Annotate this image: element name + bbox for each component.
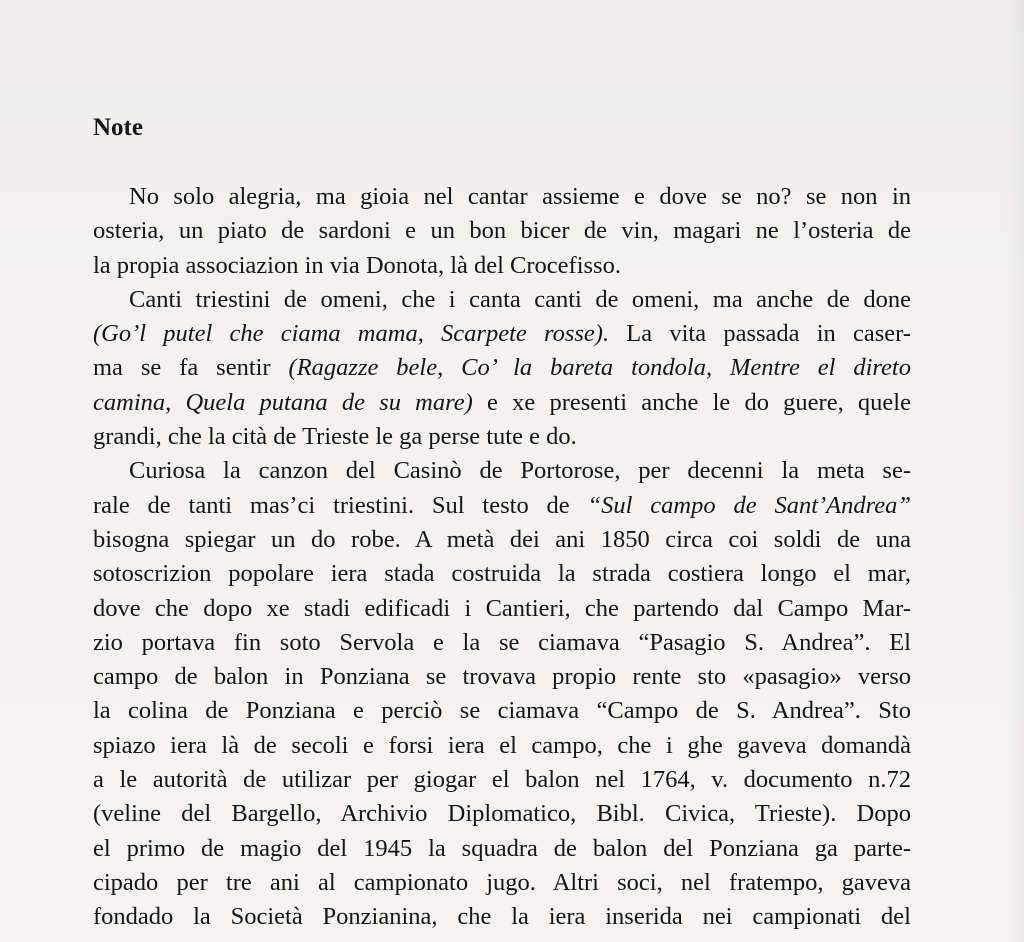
text-line: cipado per tre ani al campionato jugo. Altri soci, nel fratempo, gaveva (93, 868, 911, 896)
text-line (93, 489, 911, 523)
paragraph-3 (93, 454, 911, 934)
text-line: (veline del Bargello, Archivio Diplomatico, Bibl. Civica, Trieste). Dopo (93, 800, 911, 828)
text-line: grandi, che la cità de Trieste le ga perse tute e do. (93, 423, 577, 451)
song-titles: (Go’l putel che ciama mama, Scarpete rosse). (93, 320, 610, 348)
text-line: a le autorità de utilizar per giogar el balon nel 1764, v. documento n.72 (93, 766, 911, 794)
text-line: el primo de magio del 1945 la squadra de balon del Ponziana ga parte- (93, 834, 911, 862)
song-title: “Sul campo de Sant’Andrea” (587, 491, 912, 519)
text-line: No solo alegria, ma gioia nel cantar assieme e dove se no? se non in (129, 183, 911, 210)
page-text (93, 111, 911, 935)
text-line: spiazo iera là de secoli e forsi iera el campo, che i ghe gaveva domandà (93, 731, 911, 759)
text-run: ma se fa sentir (93, 354, 289, 382)
text-run: La vita passada in caser- (609, 320, 911, 348)
text-line (93, 386, 911, 420)
text-line: Curiosa la canzon del Casinò de Portorose, per decenni la meta se- (129, 457, 911, 485)
paragraph-1 (93, 180, 911, 283)
text-line: bisogna spiegar un do robe. A metà dei ani 1850 circa coi soldi de una (93, 525, 911, 553)
text-run: rale de tanti mas’ci triestini. Sul testo de (93, 491, 588, 519)
text-line: osteria, un piato de sardoni e un bon bicer de vin, magari ne l’osteria de (93, 217, 911, 245)
text-line: sotoscrizion popolare iera stada costruida la strada costiera longo el mar, (93, 560, 911, 588)
text-line: la colina de Ponziana e perciò se ciamava “Campo de S. Andrea”. Sto (93, 697, 911, 725)
text-line: fondado la Società Ponzianina, che la iera inserida nei campionati del (93, 903, 911, 931)
text-line (93, 351, 911, 385)
song-titles: (Ragazze bele, Co’ la bareta tondola, Mentre el direto (288, 354, 911, 382)
page-edge-shadow (1006, 0, 1024, 942)
text-line: la propia associazion in via Donota, là del Crocefisso. (93, 251, 621, 279)
section-heading: Note (93, 114, 143, 141)
text-run: e xe presenti anche le do guere, quele (472, 388, 911, 416)
text-line: campo de balon in Ponziana se trovava propio rente sto «pasagio» verso (93, 663, 911, 691)
text-line: dove che dopo xe stadi edificadi i Cantieri, che partendo dal Campo Mar- (93, 594, 911, 622)
text-line (93, 317, 911, 351)
song-titles: camina, Quela putana de su mare) (93, 388, 473, 416)
paragraph-2 (93, 283, 911, 454)
text-line: Canti triestini de omeni, che i canta canti de omeni, ma anche de done (129, 285, 911, 313)
text-line: zio portava fin soto Servola e la se ciamava “Pasagio S. Andrea”. El (93, 628, 911, 656)
